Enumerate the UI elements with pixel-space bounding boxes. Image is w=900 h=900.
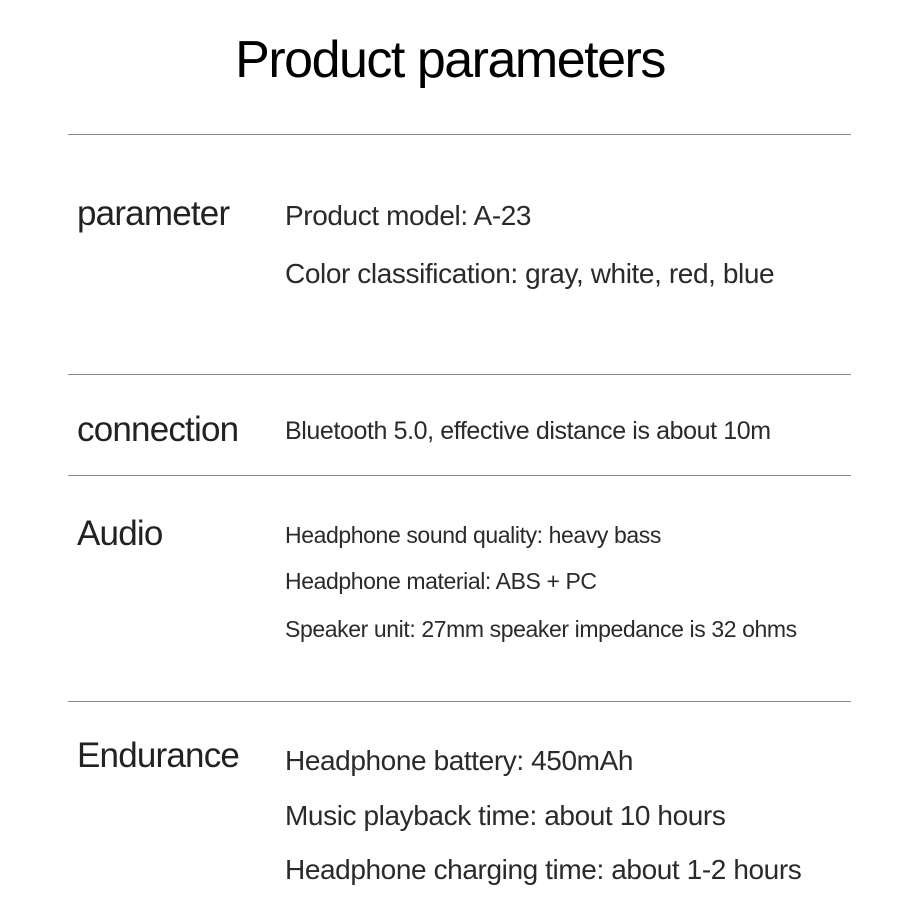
divider	[68, 134, 851, 135]
divider	[68, 701, 851, 702]
spec-sound-quality: Headphone sound quality: heavy bass	[285, 522, 662, 548]
section-label-audio: Audio	[77, 514, 163, 553]
divider	[68, 475, 851, 476]
spec-headphone-material: Headphone material: ABS + PC	[285, 568, 597, 594]
spec-battery: Headphone battery: 450mAh	[285, 745, 634, 776]
page-title: Product parameters	[235, 31, 665, 89]
section-label-parameter: parameter	[77, 194, 230, 233]
spec-color-classification: Color classification: gray, white, red, blue	[285, 258, 775, 289]
divider	[68, 374, 851, 375]
section-label-endurance: Endurance	[77, 736, 240, 775]
spec-speaker-unit: Speaker unit: 27mm speaker impedance is 32 ohms	[285, 616, 797, 642]
spec-charging-time: Headphone charging time: about 1-2 hours	[285, 854, 802, 885]
spec-playback-time: Music playback time: about 10 hours	[285, 800, 726, 831]
spec-product-model: Product model: A-23	[285, 200, 532, 231]
spec-bluetooth: Bluetooth 5.0, effective distance is about 10m	[285, 417, 771, 445]
section-label-connection: connection	[77, 410, 239, 449]
